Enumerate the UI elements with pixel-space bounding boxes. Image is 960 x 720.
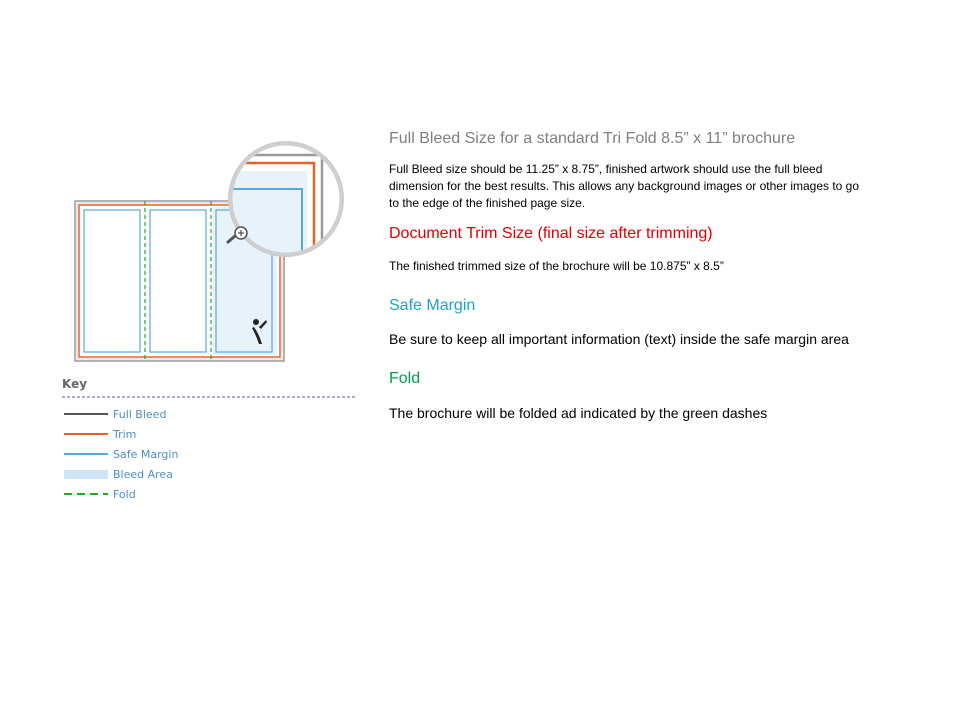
safe-margin-heading: Safe Margin (389, 297, 476, 314)
key-item-trim (64, 428, 136, 441)
fold-body: The brochure will be folded ad indicated by the green dashes (389, 405, 768, 421)
safe-margin-body: Be sure to keep all important information (text) inside the safe margin area (389, 331, 849, 347)
svg-text:Bleed Area: Bleed Area (113, 468, 173, 481)
key-title: Key (62, 377, 88, 391)
full-bleed-heading: Full Bleed Size for a standard Tri Fold 8.5” x 11” brochure (389, 130, 796, 147)
svg-text:Safe Margin: Safe Margin (113, 448, 179, 461)
svg-text:Fold: Fold (113, 488, 136, 501)
key-item-full-bleed (64, 408, 166, 421)
info-column (389, 130, 869, 423)
svg-text:Full Bleed: Full Bleed (113, 408, 167, 421)
panel-1-safe-margin (84, 210, 140, 352)
key-item-fold (64, 488, 136, 501)
key-item-bleed-area (64, 468, 173, 481)
svg-text:Trim: Trim (113, 428, 137, 441)
trim-size-heading: Document Trim Size (final size after trimming) (389, 225, 713, 242)
key-item-safe-margin (64, 448, 178, 461)
trim-size-body: The finished trimmed size of the brochure will be 10.875” x 8.5” (389, 259, 724, 273)
panel-2-safe-margin (150, 210, 206, 352)
full-bleed-body: Full Bleed size should be 11.25” x 8.75”, finished artwork should use the full bleed dimension for the best results. This allows any background images or other images to go to the edge of the finished page size. (389, 162, 860, 210)
fold-heading: Fold (389, 370, 421, 387)
